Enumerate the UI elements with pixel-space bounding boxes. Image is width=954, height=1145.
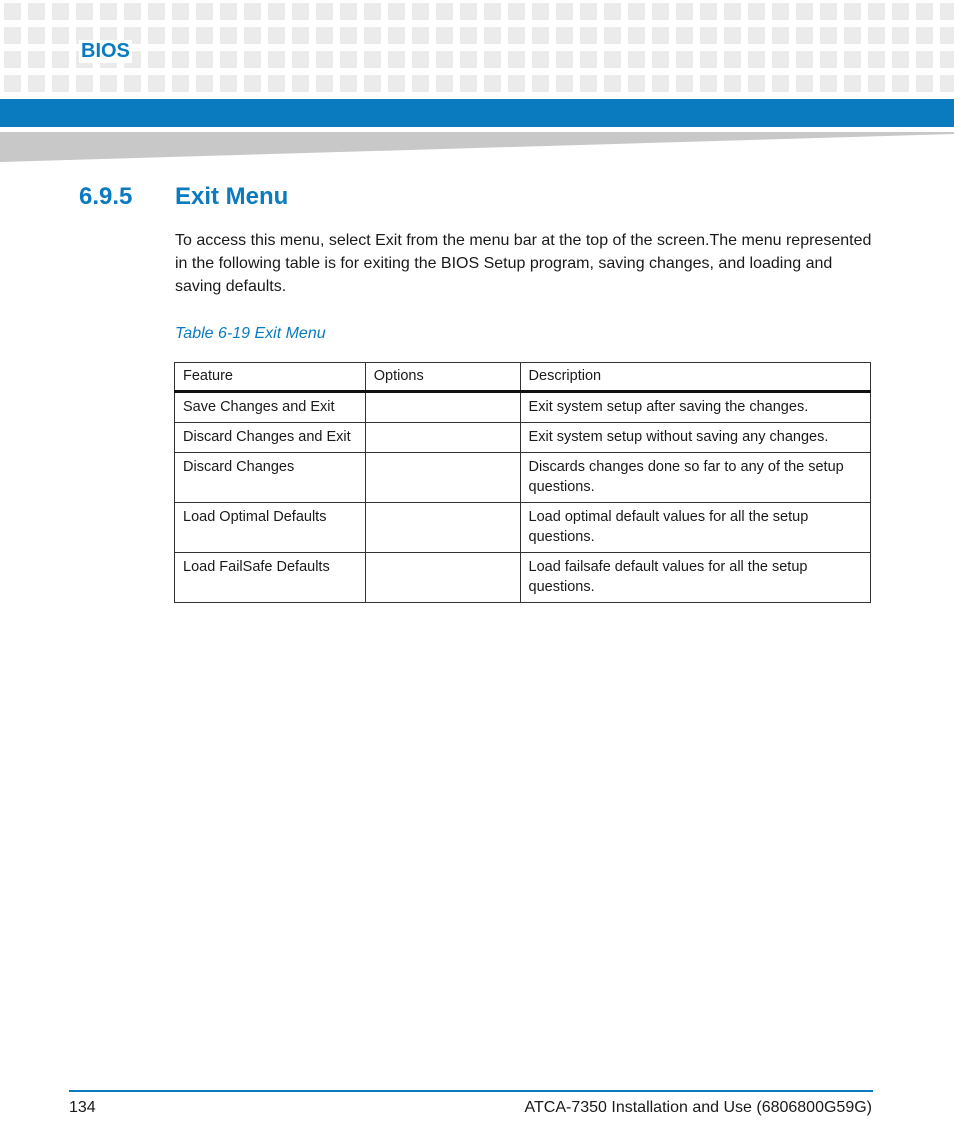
header-pattern-tile	[436, 27, 453, 44]
header-pattern-tile	[52, 75, 69, 92]
description-cell: Load optimal default values for all the setup questions.	[520, 503, 870, 553]
header-pattern-tile	[460, 75, 477, 92]
column-header-feature: Feature	[175, 363, 366, 392]
header-pattern-tile	[676, 51, 693, 68]
column-header-description: Description	[520, 363, 870, 392]
header-pattern-tile	[244, 27, 261, 44]
table-header-row	[175, 363, 871, 392]
options-cell	[365, 423, 520, 453]
header-pattern-tile	[748, 75, 765, 92]
header-pattern-tile	[52, 3, 69, 20]
table-row	[175, 503, 871, 553]
header-pattern	[0, 0, 954, 96]
header-pattern-tile	[292, 51, 309, 68]
header-pattern-tile	[148, 75, 165, 92]
header-pattern-tile	[484, 75, 501, 92]
header-pattern-tile	[268, 75, 285, 92]
feature-cell: Load Optimal Defaults	[175, 503, 366, 553]
header-pattern-tile	[460, 27, 477, 44]
header-pattern-tile	[820, 75, 837, 92]
header-pattern-tile	[4, 75, 21, 92]
header-gray-wedge	[0, 132, 954, 162]
header-pattern-tile	[220, 3, 237, 20]
header-pattern-tile	[916, 75, 933, 92]
header-pattern-tile	[172, 51, 189, 68]
header-pattern-tile	[148, 3, 165, 20]
document-title: ATCA-7350 Installation and Use (6806800G59G)	[524, 1099, 872, 1116]
header-pattern-tile	[268, 27, 285, 44]
header-pattern-tile	[868, 27, 885, 44]
header-pattern-tile	[28, 27, 45, 44]
header-tile-grid	[4, 3, 954, 92]
section-heading	[79, 183, 288, 211]
table-row	[175, 392, 871, 423]
table-row	[175, 453, 871, 503]
header-pattern-tile	[460, 51, 477, 68]
header-pattern-tile	[868, 75, 885, 92]
header-pattern-tile	[796, 3, 813, 20]
header-pattern-tile	[220, 27, 237, 44]
header-pattern-tile	[28, 75, 45, 92]
header-pattern-tile	[508, 51, 525, 68]
header-pattern-tile	[532, 3, 549, 20]
header-pattern-tile	[76, 3, 93, 20]
header-pattern-tile	[436, 3, 453, 20]
header-pattern-tile	[940, 27, 954, 44]
description-cell: Load failsafe default values for all the setup questions.	[520, 553, 870, 603]
header-pattern-tile	[388, 3, 405, 20]
header-pattern-tile	[820, 51, 837, 68]
intro-paragraph: To access this menu, select Exit from the menu bar at the top of the screen.The menu represented in the following table is for exiting the BIOS Setup program, saving changes, and loading and saving defaults.	[175, 232, 872, 295]
header-pattern-tile	[28, 51, 45, 68]
header-pattern-tile	[604, 3, 621, 20]
column-header-options: Options	[365, 363, 520, 392]
feature-cell: Load FailSafe Defaults	[175, 553, 366, 603]
header-pattern-tile	[196, 27, 213, 44]
header-pattern-tile	[916, 3, 933, 20]
header-pattern-tile	[652, 75, 669, 92]
header-pattern-tile	[364, 27, 381, 44]
header-pattern-tile	[844, 51, 861, 68]
header-pattern-tile	[196, 75, 213, 92]
header-pattern-tile	[916, 27, 933, 44]
header-pattern-tile	[4, 27, 21, 44]
header-pattern-tile	[220, 51, 237, 68]
header-pattern-tile	[316, 3, 333, 20]
header-pattern-tile	[700, 51, 717, 68]
header-pattern-tile	[580, 3, 597, 20]
header-pattern-tile	[508, 27, 525, 44]
header-pattern-tile	[724, 51, 741, 68]
header-pattern-tile	[892, 27, 909, 44]
header-pattern-tile	[412, 3, 429, 20]
header-pattern-tile	[892, 3, 909, 20]
header-pattern-tile	[508, 75, 525, 92]
header-pattern-tile	[724, 75, 741, 92]
header-pattern-tile	[556, 75, 573, 92]
header-pattern-tile	[124, 3, 141, 20]
header-pattern-tile	[940, 75, 954, 92]
header-pattern-tile	[700, 3, 717, 20]
header-pattern-tile	[796, 51, 813, 68]
header-pattern-tile	[28, 3, 45, 20]
header-pattern-tile	[124, 75, 141, 92]
header-pattern-tile	[580, 27, 597, 44]
header-pattern-tile	[868, 51, 885, 68]
header-pattern-tile	[436, 75, 453, 92]
header-pattern-tile	[676, 75, 693, 92]
section-label: BIOS	[81, 40, 130, 62]
header-pattern-tile	[484, 27, 501, 44]
header-pattern-tile	[364, 51, 381, 68]
header-pattern-tile	[292, 75, 309, 92]
header-pattern-tile	[652, 27, 669, 44]
header-pattern-tile	[628, 51, 645, 68]
header-pattern-tile	[604, 75, 621, 92]
header-pattern-tile	[292, 27, 309, 44]
header-pattern-tile	[172, 3, 189, 20]
header-pattern-tile	[268, 51, 285, 68]
header-pattern-tile	[52, 27, 69, 44]
options-cell	[365, 453, 520, 503]
header-pattern-tile	[52, 51, 69, 68]
header-pattern-tile	[316, 51, 333, 68]
header-pattern-tile	[724, 27, 741, 44]
header-pattern-tile	[4, 51, 21, 68]
header-pattern-tile	[364, 3, 381, 20]
section-number: 6.9.5	[79, 183, 133, 210]
header-pattern-tile	[460, 3, 477, 20]
header-pattern-tile	[652, 3, 669, 20]
header-pattern-tile	[532, 27, 549, 44]
header-pattern-tile	[772, 75, 789, 92]
header-pattern-tile	[244, 75, 261, 92]
header-pattern-tile	[4, 3, 21, 20]
header-pattern-tile	[388, 75, 405, 92]
header-pattern-tile	[508, 3, 525, 20]
feature-cell: Discard Changes	[175, 453, 366, 503]
header-pattern-tile	[748, 3, 765, 20]
header-pattern-tile	[580, 51, 597, 68]
header-pattern-tile	[748, 27, 765, 44]
table-caption: Table 6-19 Exit Menu	[175, 325, 326, 342]
header-pattern-tile	[844, 3, 861, 20]
options-cell	[365, 553, 520, 603]
description-cell: Exit system setup after saving the changes.	[520, 392, 870, 423]
header-pattern-tile	[172, 75, 189, 92]
header-pattern-tile	[580, 75, 597, 92]
page-number: 134	[69, 1099, 96, 1116]
header-pattern-tile	[556, 27, 573, 44]
header-pattern-tile	[196, 3, 213, 20]
header-pattern-tile	[748, 51, 765, 68]
header-pattern-tile	[796, 75, 813, 92]
header-pattern-tile	[940, 51, 954, 68]
feature-cell: Save Changes and Exit	[175, 392, 366, 423]
header-pattern-tile	[484, 51, 501, 68]
header-pattern-tile	[628, 27, 645, 44]
header-pattern-tile	[724, 3, 741, 20]
header-pattern-tile	[628, 75, 645, 92]
header-pattern-tile	[940, 3, 954, 20]
header-pattern-tile	[220, 75, 237, 92]
header-pattern-tile	[148, 27, 165, 44]
header-pattern-tile	[676, 3, 693, 20]
header-pattern-tile	[844, 75, 861, 92]
header-pattern-tile	[676, 27, 693, 44]
header-pattern-tile	[76, 75, 93, 92]
header-pattern-tile	[892, 75, 909, 92]
header-pattern-tile	[340, 51, 357, 68]
header-pattern-tile	[172, 27, 189, 44]
header-pattern-tile	[292, 3, 309, 20]
section-title: Exit Menu	[175, 183, 289, 210]
header-pattern-tile	[892, 51, 909, 68]
table-row	[175, 423, 871, 453]
header-pattern-tile	[532, 51, 549, 68]
header-pattern-tile	[364, 75, 381, 92]
header-pattern-tile	[556, 51, 573, 68]
header-pattern-tile	[844, 27, 861, 44]
header-pattern-tile	[556, 3, 573, 20]
header-pattern-tile	[388, 27, 405, 44]
header-pattern-tile	[100, 3, 117, 20]
header-pattern-tile	[916, 51, 933, 68]
header-blue-bar	[0, 99, 954, 127]
description-cell: Discards changes done so far to any of the setup questions.	[520, 453, 870, 503]
header-pattern-tile	[244, 3, 261, 20]
header-pattern-tile	[700, 75, 717, 92]
header-pattern-tile	[772, 27, 789, 44]
header-pattern-tile	[700, 27, 717, 44]
table-row	[175, 553, 871, 603]
header-pattern-tile	[868, 3, 885, 20]
header-pattern-tile	[100, 75, 117, 92]
header-pattern-tile	[340, 75, 357, 92]
header-pattern-tile	[772, 3, 789, 20]
header-pattern-tile	[148, 51, 165, 68]
header-pattern-tile	[652, 51, 669, 68]
header-pattern-tile	[628, 3, 645, 20]
header-pattern-tile	[604, 51, 621, 68]
header-pattern-tile	[244, 51, 261, 68]
header-pattern-tile	[820, 3, 837, 20]
header-pattern-tile	[316, 27, 333, 44]
header-pattern-tile	[532, 75, 549, 92]
header-pattern-tile	[484, 3, 501, 20]
header-pattern-tile	[796, 27, 813, 44]
header-pattern-tile	[772, 51, 789, 68]
description-cell: Exit system setup without saving any changes.	[520, 423, 870, 453]
feature-cell: Discard Changes and Exit	[175, 423, 366, 453]
exit-menu-table	[174, 362, 871, 603]
header-pattern-tile	[340, 3, 357, 20]
header-pattern-tile	[196, 51, 213, 68]
header-pattern-tile	[604, 27, 621, 44]
options-cell	[365, 503, 520, 553]
header-pattern-tile	[412, 51, 429, 68]
header-pattern-tile	[436, 51, 453, 68]
options-cell	[365, 392, 520, 423]
header-pattern-tile	[316, 75, 333, 92]
header-pattern-tile	[412, 27, 429, 44]
footer-rule	[69, 1090, 873, 1092]
header-pattern-tile	[340, 27, 357, 44]
header-pattern-tile	[412, 75, 429, 92]
header-pattern-tile	[820, 27, 837, 44]
header-pattern-tile	[268, 3, 285, 20]
header-pattern-tile	[388, 51, 405, 68]
